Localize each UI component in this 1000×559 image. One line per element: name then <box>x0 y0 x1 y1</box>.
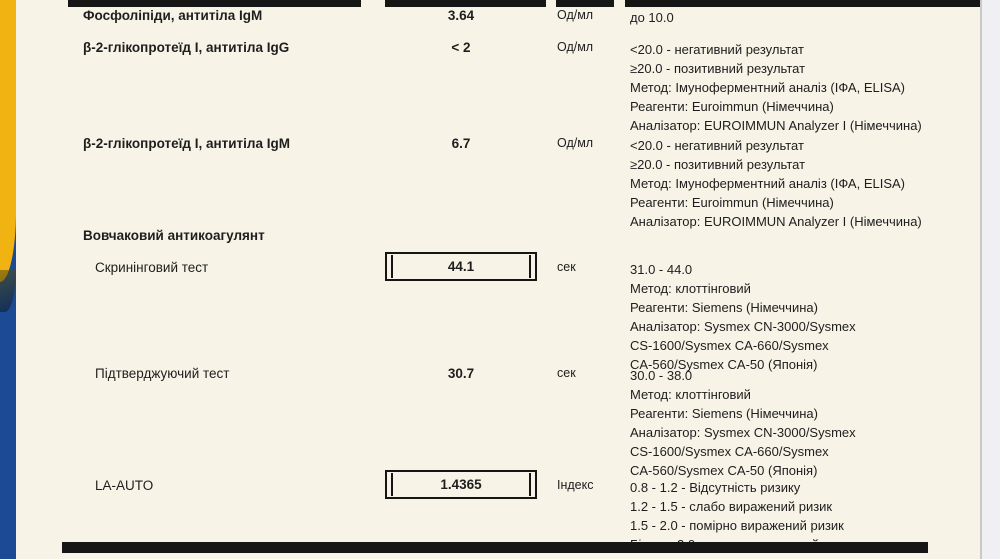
test-name: LA-AUTO <box>95 478 154 493</box>
reference-line: CA-560/Sysmex CA-50 (Японія) <box>630 357 818 372</box>
reference-line: Метод: Імуноферментний аналіз (ІФА, ELISA) <box>630 80 906 95</box>
reference-line: 1.5 - 2.0 - помірно виражений ризик <box>630 518 844 533</box>
flag-stripe-yellow <box>0 0 16 282</box>
section-title: Вовчаковий антикоагулянт <box>83 228 265 243</box>
result-value: 1.4365 <box>440 477 482 492</box>
reference-line: Реагенти: Siemens (Німеччина) <box>630 300 818 315</box>
reference-line: <20.0 - негативний результат <box>630 42 804 57</box>
result-value: 30.7 <box>447 366 475 381</box>
test-name: Підтверджуючий тест <box>95 366 230 381</box>
reference-line: CS-1600/Sysmex CA-660/Sysmex <box>630 444 829 459</box>
reference-block <box>630 260 975 374</box>
reference-line: Аналізатор: EUROIMMUN Analyzer I (Німеччина) <box>630 118 922 133</box>
test-name: Фосфоліпіди, антитіла IgM <box>83 8 263 23</box>
reference-line: Аналізатор: EUROIMMUN Analyzer I (Німеччина) <box>630 214 922 229</box>
reference-line: 31.0 - 44.0 <box>630 262 693 277</box>
reference-line: Метод: Імуноферментний аналіз (ІФА, ELISA) <box>630 176 906 191</box>
reference-line: Аналізатор: Sysmex CN-3000/Sysmex <box>630 425 856 440</box>
reference-line: Реагенти: Siemens (Німеччина) <box>630 406 818 421</box>
reference-line: ≥20.0 - позитивний результат <box>630 157 806 172</box>
reference-line: Метод: клоттінговий <box>630 281 751 296</box>
reference-line: Метод: клоттінговий <box>630 387 751 402</box>
unit-label: Од/мл <box>557 40 594 54</box>
reference-line: ≥20.0 - позитивний результат <box>630 61 806 76</box>
result-value: 6.7 <box>451 136 471 151</box>
test-name: β-2-глікопротеїд I, антитіла IgM <box>83 136 290 151</box>
result-value-box <box>385 252 537 281</box>
result-value: 3.64 <box>447 8 475 23</box>
reference-line: Реагенти: Euroimmun (Німеччина) <box>630 195 834 210</box>
reference-line: CA-560/Sysmex CA-50 (Японія) <box>630 463 818 478</box>
reference-line: <20.0 - негативний результат <box>630 138 804 153</box>
table-header-bar-unit <box>556 0 614 7</box>
table-header-bar-result <box>385 0 546 7</box>
table-bottom-rule <box>62 542 928 553</box>
test-name: Скринінговий тест <box>95 260 209 275</box>
table-header-bar-test <box>68 0 361 7</box>
reference-line: до 10.0 <box>630 10 674 25</box>
reference-line: 30.0 - 38.0 <box>630 368 693 383</box>
unit-label: Од/мл <box>557 8 594 22</box>
reference-line: CS-1600/Sysmex CA-660/Sysmex <box>630 338 829 353</box>
page-right-edge <box>980 0 982 559</box>
result-value-box <box>385 470 537 499</box>
reference-line: 0.8 - 1.2 - Відсутність ризику <box>630 480 801 495</box>
unit-label: сек <box>557 260 576 274</box>
unit-label: Од/мл <box>557 136 594 150</box>
unit-label: Індекс <box>557 478 594 492</box>
unit-label: сек <box>557 366 576 380</box>
reference-line: Реагенти: Euroimmun (Німеччина) <box>630 99 834 114</box>
result-value: 44.1 <box>447 259 475 274</box>
result-value: < 2 <box>451 40 471 55</box>
reference-line: 1.2 - 1.5 - слабо виражений ризик <box>630 499 833 514</box>
test-name: β-2-глікопротеїд I, антитіла IgG <box>83 40 290 55</box>
reference-line: Аналізатор: Sysmex CN-3000/Sysmex <box>630 319 856 334</box>
reference-block <box>630 40 975 135</box>
reference-block <box>630 136 975 231</box>
reference-block <box>630 366 975 480</box>
table-header-bar-reference <box>625 0 981 7</box>
reference-block <box>630 8 975 27</box>
